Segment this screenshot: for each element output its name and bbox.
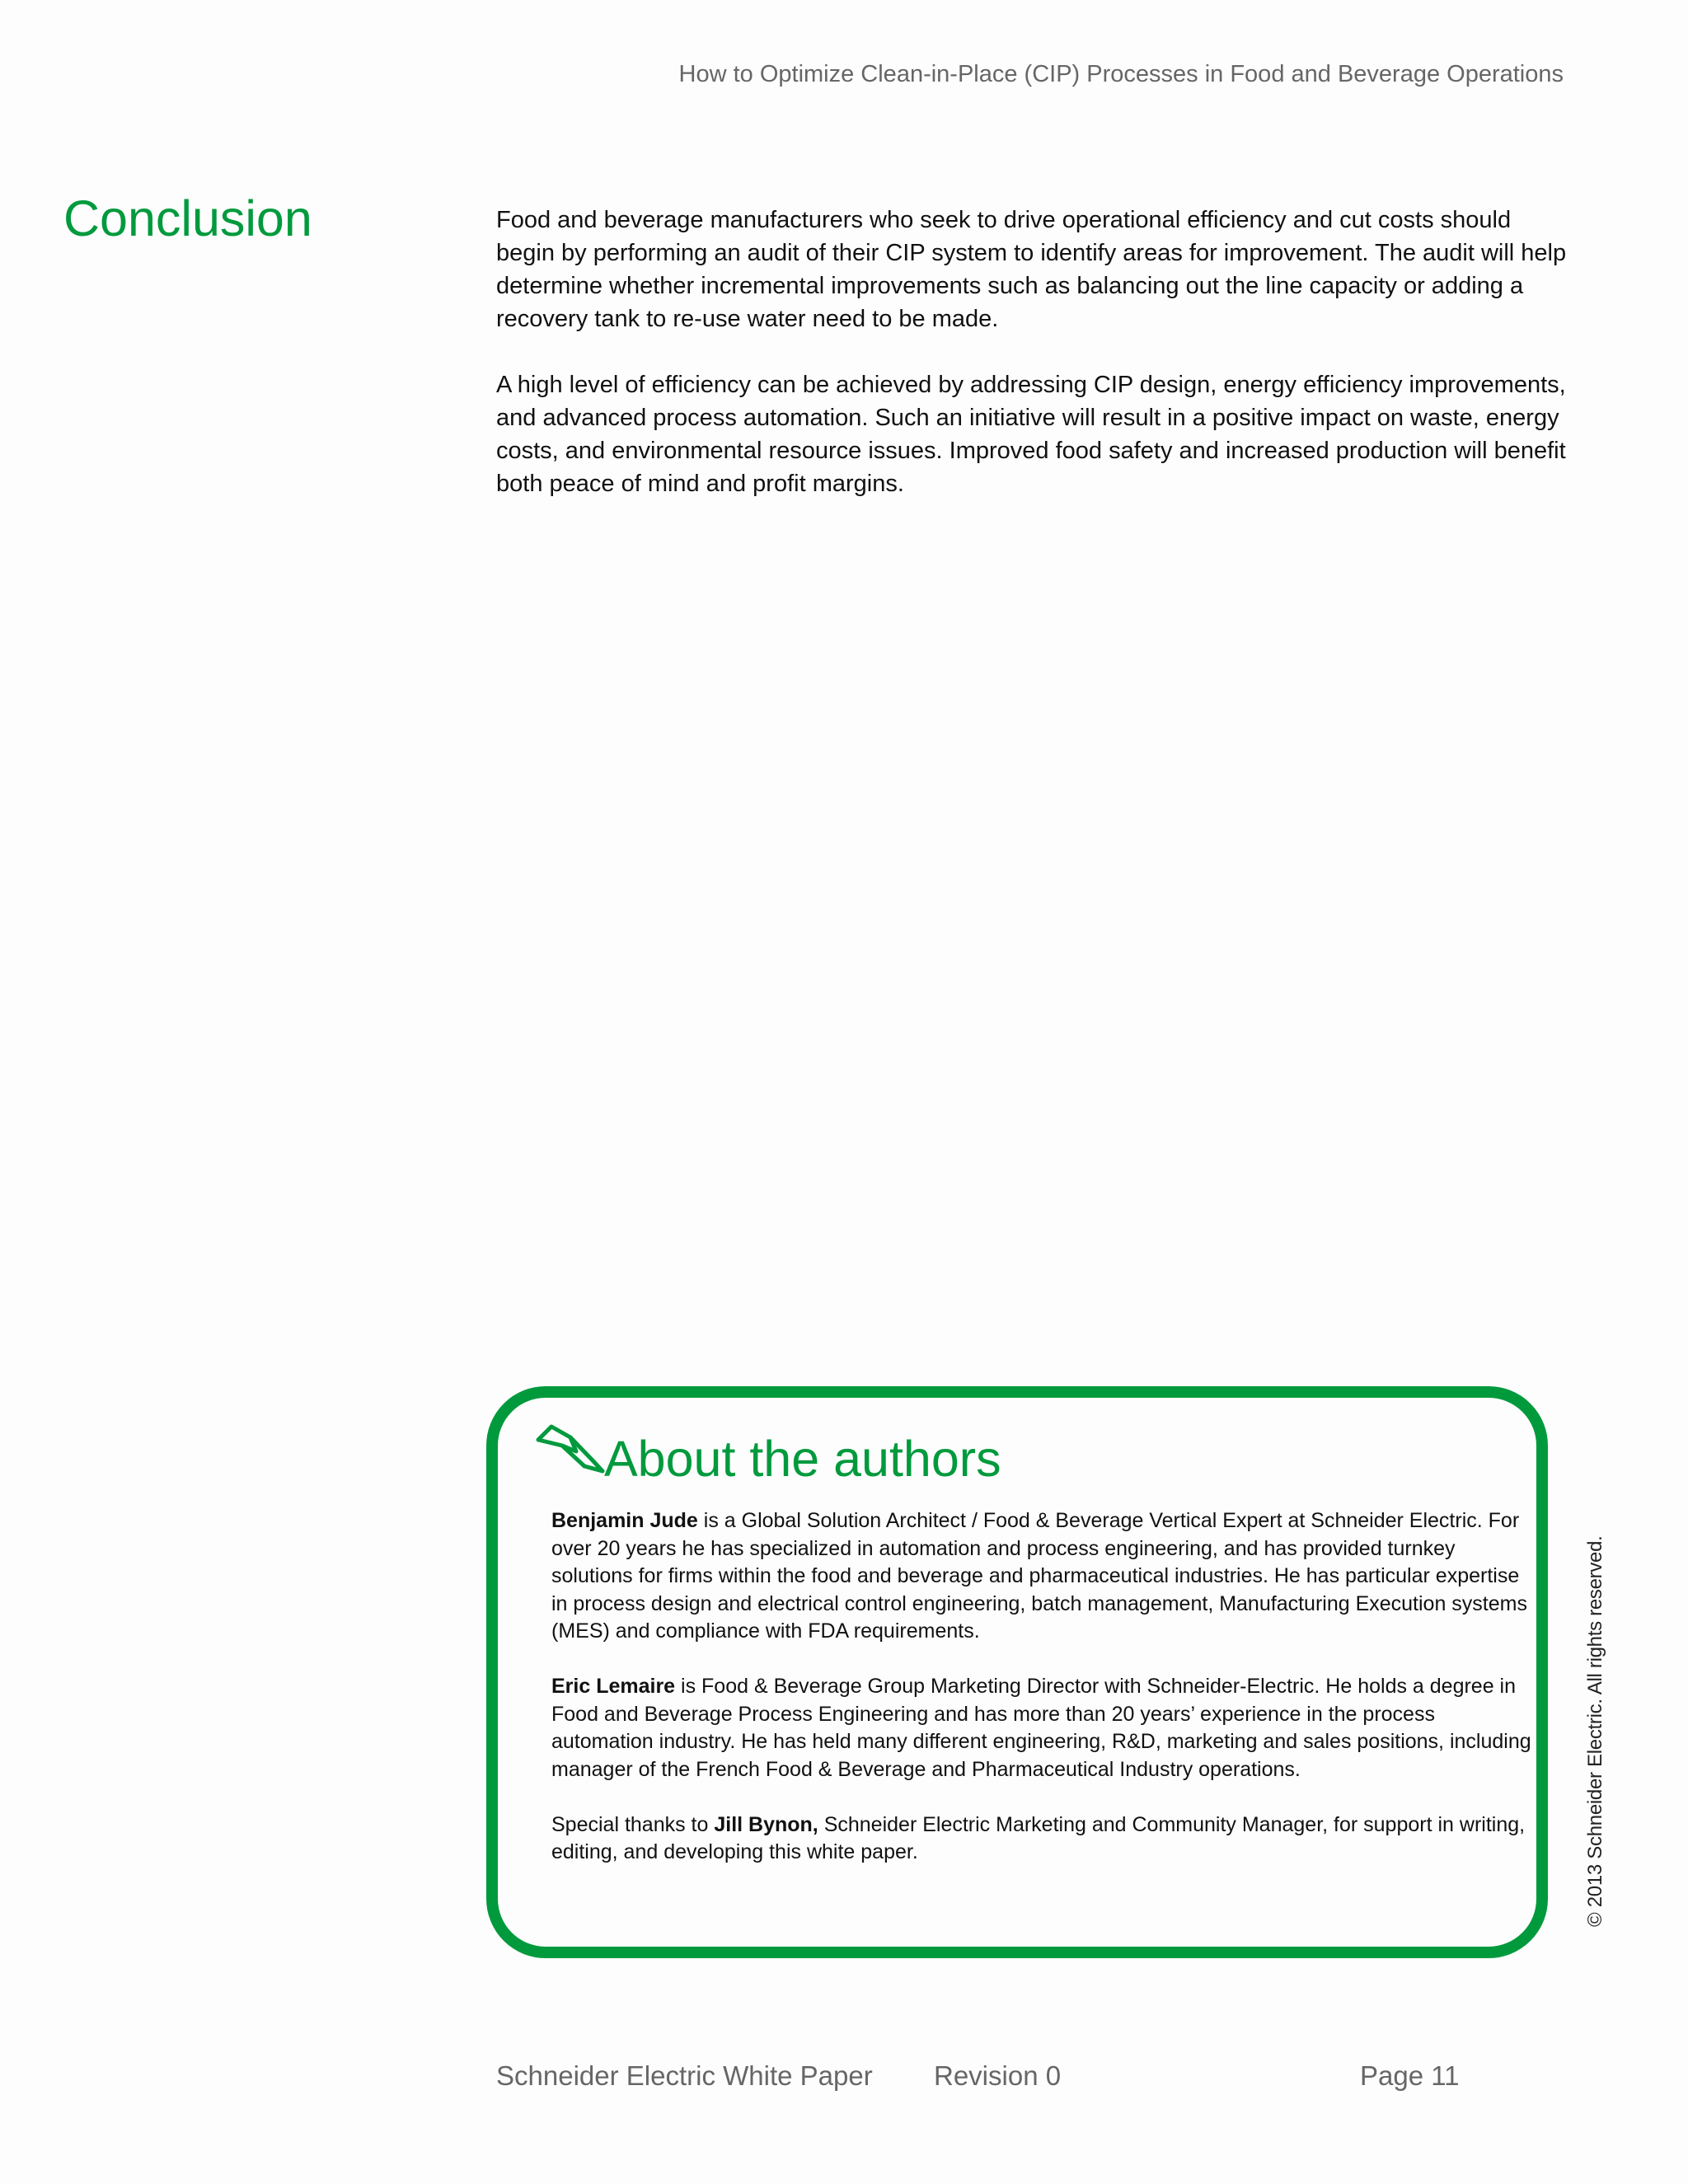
footer-page-number: Page 11: [1360, 2060, 1460, 2091]
running-header: How to Optimize Clean-in-Place (CIP) Processes in Food and Beverage Operations: [678, 61, 1564, 87]
about-authors-title: About the authors: [604, 1431, 1001, 1487]
thanks-name: Jill Bynon,: [714, 1812, 818, 1836]
conclusion-heading: Conclusion: [63, 190, 312, 246]
conclusion-paragraph: A high level of efficiency can be achieved by addressing CIP design, energy efficiency improvements, and advanced process automation. Such an initiative will result in a positive impact on waste, energy costs, and environmental resource issues. Improved food safety and increased production will benefit both peace of mind and profit margins.: [496, 372, 1566, 497]
conclusion-body: [496, 204, 1572, 533]
about-authors-box: [486, 1386, 1548, 1958]
pen-icon: [533, 1415, 607, 1474]
authors-bios: [551, 1507, 1536, 1894]
author-bio-text: is Food & Beverage Group Marketing Director with Schneider-Electric. He holds a degree in Food and Beverage Process Engineering and has more than 20 years’ experience in the process automation industry. He has held many different engineering, R&D, marketing and sales positions, including manager of the French Food & Beverage and Pharmaceutical Industry operations.: [551, 1675, 1531, 1781]
copyright-notice: © 2013 Schneider Electric. All rights reserved.: [1584, 1535, 1606, 1927]
author-bio-jude: [551, 1507, 1536, 1646]
author-bio-text: is a Global Solution Architect / Food & Beverage Vertical Expert at Schneider Electric. For over 20 years he has specialized in automation and process engineering, and has provided turnkey solutions for firms within the food and beverage and pharmaceutical industries. He has particular expertise in process design and electrical control engineering, batch management, Manufacturing Execution systems (MES) and compliance with FDA requirements.: [551, 1509, 1527, 1643]
thanks-prefix: Special thanks to: [551, 1812, 715, 1836]
author-name: Benjamin Jude: [551, 1509, 698, 1532]
special-thanks: [551, 1811, 1536, 1867]
author-name: Eric Lemaire: [551, 1675, 676, 1698]
footer-revision: Revision 0: [934, 2060, 1062, 2091]
author-bio-lemaire: [551, 1673, 1536, 1783]
conclusion-paragraph: Food and beverage manufacturers who seek to drive operational efficiency and cut costs should begin by performing an audit of their CIP system to identify areas for improvement. The audit will help determine whether incremental improvements such as balancing out the line capacity or adding a recovery tank to re-use water need to be made.: [496, 207, 1567, 332]
thanks-suffix: Schneider Electric Marketing and Community Manager, for support in writing, editing, and developing this white paper.: [551, 1812, 1526, 1863]
footer-publication: Schneider Electric White Paper: [496, 2060, 873, 2091]
